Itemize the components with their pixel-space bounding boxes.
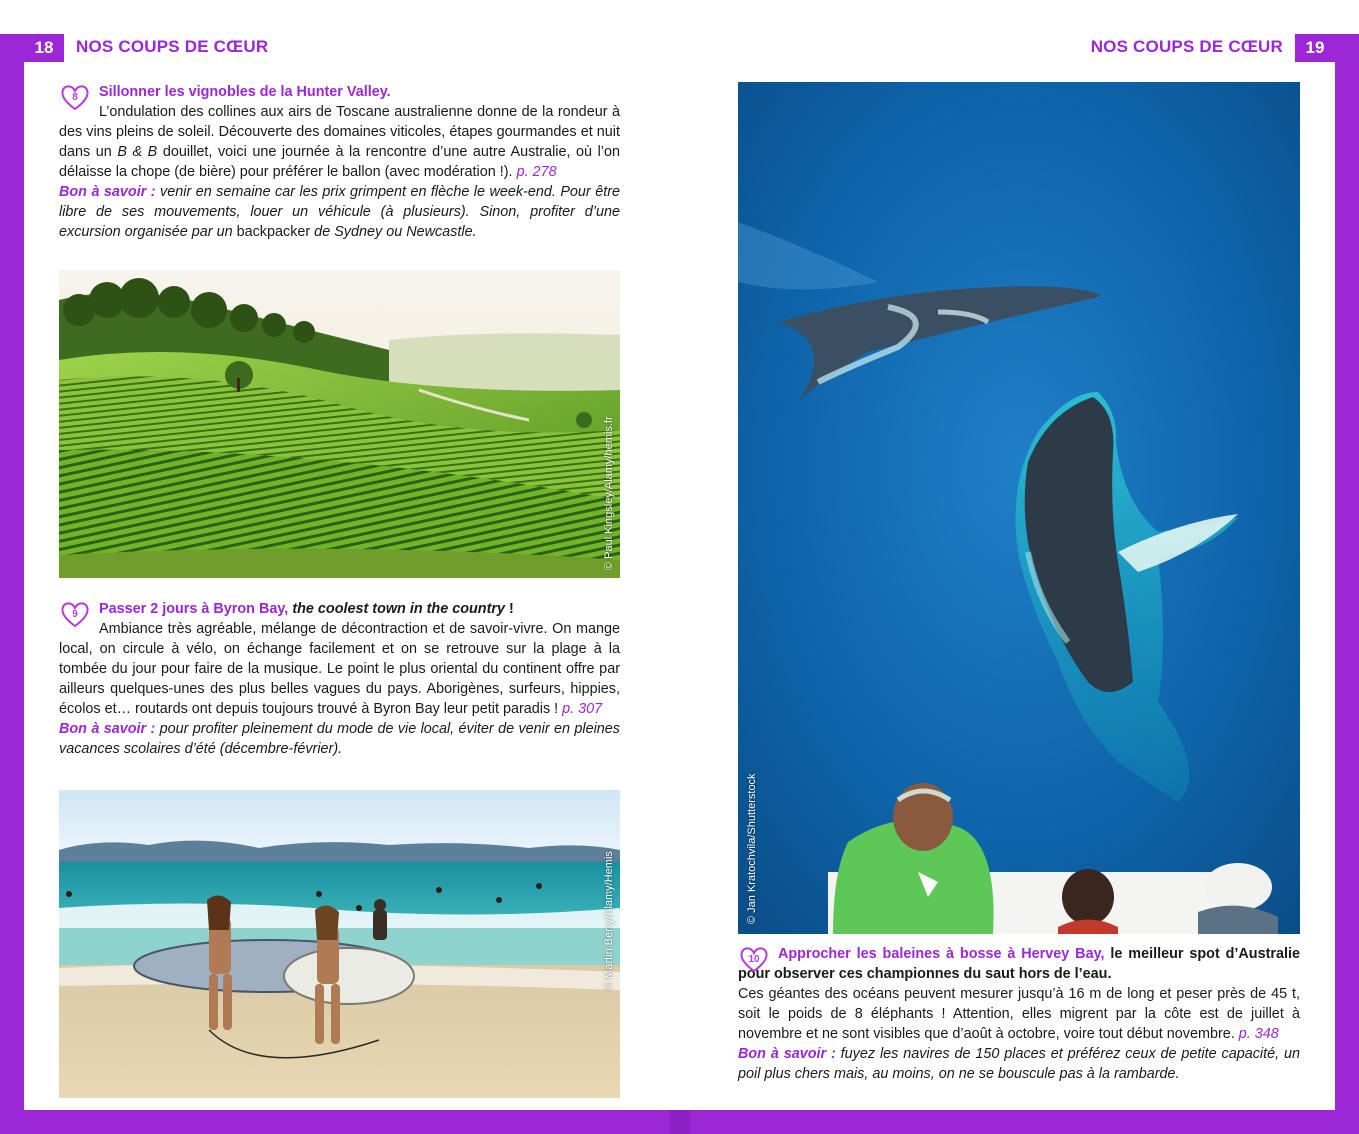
item-title: Passer 2 jours à Byron Bay, [99, 601, 289, 617]
whales-photo [738, 82, 1300, 934]
left-page [24, 34, 679, 1110]
photo-credit: © Martin Berry/Alamy/Hemis [603, 851, 615, 990]
photo-credit: © Jan Kratochvila/Shutterstock [746, 773, 758, 924]
item-title: Approcher les baleines à bosse à Hervey Bay, [778, 946, 1105, 962]
vineyard-photo [59, 270, 620, 578]
item-title-italic: the coolest town in the country [292, 601, 505, 617]
page-reference: p. 278 [516, 164, 557, 180]
item-body-em: B & B [117, 144, 158, 160]
right-border [1335, 34, 1359, 1134]
item-9 [59, 599, 620, 759]
gutter [670, 1110, 690, 1134]
item-number: 10 [748, 954, 760, 965]
page-reference: p. 307 [562, 701, 603, 717]
tip-text: pour profiter pleinement du mode de vie local, éviter de venir en pleines vacances scolaires d’été (décembre-février). [59, 721, 620, 757]
running-head: NOS COUPS DE CŒUR [76, 37, 269, 56]
tip-text-roman: backpacker [236, 224, 311, 240]
item-body-cont: douillet, voici une journée à la rencontre d’une autre Australie, où l’on délaisse la chope (de bière) pour préférer le ballon (avec modération !). [59, 144, 620, 180]
tip-text-end: de Sydney ou Newcastle. [310, 224, 477, 240]
item-body: Ces géantes des océans peuvent mesurer jusqu’à 16 m de long et peser près de 45 t, soit le poids de 8 éléphants ! Attention, elles migrent par la côte est de juillet à novembre et ne sont visibles que d’août à octobre, voire tout début novembre. [738, 986, 1300, 1042]
running-head: NOS COUPS DE CŒUR [1090, 37, 1283, 56]
surfers-photo [59, 790, 620, 1098]
page-reference: p. 348 [1238, 1026, 1279, 1042]
surfers-illustration [59, 790, 620, 1098]
item-body: L’ondulation des collines aux airs de Toscane australienne donne de la rondeur à des vins pleins de soleil. Découverte des domaines viticoles, étapes gourmandes et nuit dans un [59, 104, 620, 160]
item-body: Ambiance très agréable, mélange de décontraction et de savoir-vivre. On mange local, on circule à vélo, on échange facilement et on se retrouve sur la plage à la tombée du jour pour faire de la musique. Le point le plus oriental du continent offre par ailleurs quelques-unes des plus belles vagues du pays. Aborigènes, surfeurs, hippies, écolos et… routards ont depuis toujours trouvé à Byron Bay leur petit paradis ! [59, 621, 620, 717]
left-border [0, 34, 24, 1134]
item-10 [738, 944, 1300, 1084]
page-number: 19 [1295, 34, 1335, 62]
tip-label: Bon à savoir : [59, 721, 156, 737]
page-top-margin [0, 0, 1359, 34]
tip-text: venir en semaine car les prix grimpent en flèche le week-end. Pour être libre de ses mouvements, louer un véhicule (à plusieurs). Sinon, profiter d’une excursion organisée par un [59, 184, 620, 240]
tip-label: Bon à savoir : [59, 184, 156, 200]
item-title-dark: le meilleur spot d’Australie pour observer ces championnes du saut hors de l’eau. [738, 946, 1301, 982]
item-8 [59, 82, 620, 242]
vineyard-illustration [59, 270, 620, 578]
item-title: Sillonner les vignobles de la Hunter Valley. [99, 84, 391, 100]
whales-illustration [738, 82, 1300, 934]
item-number: 9 [72, 609, 78, 620]
item-title-end: ! [504, 601, 514, 617]
item-number: 8 [72, 92, 78, 103]
page-number: 18 [24, 34, 64, 62]
right-page [679, 34, 1335, 1110]
tip-label: Bon à savoir : [738, 1046, 836, 1062]
tip-text: fuyez les navires de 150 places et préférez ceux de petite capacité, un poil plus chers mais, au moins, on ne se bouscule pas à la rambarde. [738, 1046, 1300, 1082]
photo-credit: © Paul Kingsley/Alamy/hemis.fr [603, 416, 615, 570]
